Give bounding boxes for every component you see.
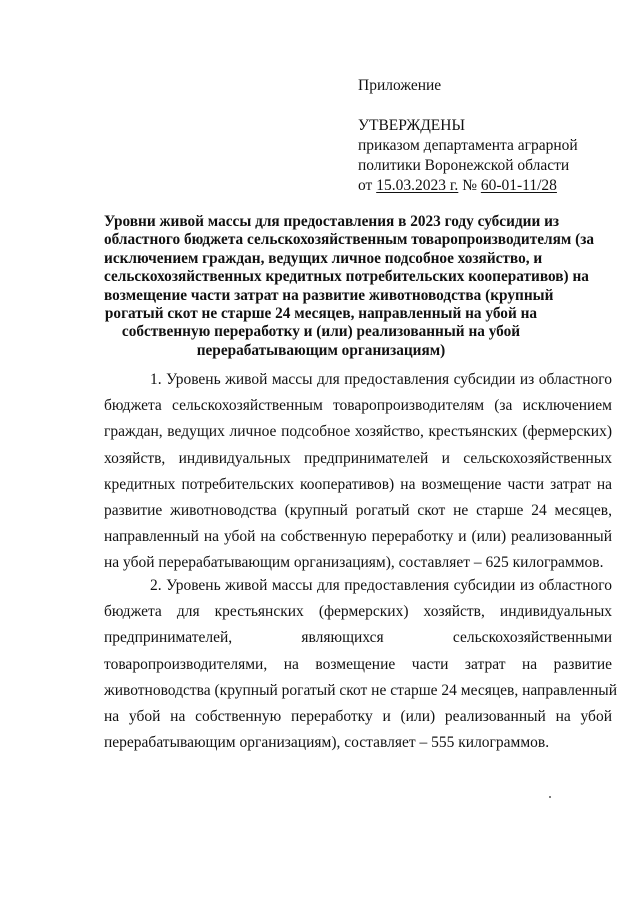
paragraph-line: товаропроизводителями, на возмещение части затрат на развитие: [104, 655, 612, 673]
approval-block: [358, 76, 618, 196]
paragraph-line: на убой перерабатывающим организациям), составляет – 625 килограммов.: [104, 554, 604, 572]
paragraph-2: [104, 573, 618, 756]
paragraph-line: бюджета для крестьянских (фермерских) хозяйств, индивидуальных: [104, 603, 612, 621]
paragraph-line: 1. Уровень живой массы для предоставления субсидии из областного: [150, 371, 612, 388]
order-date-number: [358, 176, 618, 196]
appendix-label: Приложение: [358, 77, 442, 94]
paragraph-line: направленный на убой на собственную переработку и (или) реализованный: [104, 528, 612, 546]
paragraph-line: животноводства (крупный рогатый скот не старше 24 месяцев, направленный: [104, 681, 618, 699]
paragraph-line: перерабатывающим организациям), составляет – 555 килограммов.: [104, 734, 550, 752]
paragraph-line: хозяйств, индивидуальных предпринимателей и сельскохозяйственных: [104, 449, 612, 467]
paragraph-line: 2. Уровень живой массы для предоставления субсидии из областного: [150, 577, 612, 594]
title-line: собственную переработку и (или) реализованный на убой: [121, 323, 521, 341]
scan-speck: [549, 796, 551, 798]
paragraph-line: на убой на собственную переработку и (или) реализованный на убой: [104, 708, 612, 726]
title-line: исключением граждан, ведущих личное подсобное хозяйство, и: [104, 249, 543, 267]
paragraph-line: бюджета сельскохозяйственным товаропроизводителям (за исключением: [104, 397, 612, 415]
title-line: сельскохозяйственных кредитных потребительских кооперативов) на: [104, 268, 589, 286]
paragraph-line: предпринимателей, являющихся сельскохозяйственными: [104, 629, 612, 647]
paragraph-line: кредитных потребительских кооперативов) на возмещение части затрат на: [104, 475, 612, 493]
paragraph-line: граждан, ведущих личное подсобное хозяйство, крестьянских (фермерских): [104, 423, 612, 441]
paragraph-1: [104, 367, 612, 577]
order-line-2: политики Воронежской области: [358, 157, 570, 174]
title-line: возмещение части затрат на развитие животноводства (крупный: [104, 286, 554, 304]
order-date: 15.03.2023 г.: [376, 177, 459, 194]
from-label: от: [358, 177, 373, 194]
number-sign: №: [462, 177, 477, 194]
order-number: 60-01-11/28: [480, 177, 557, 194]
approved-heading: УТВЕРЖДЕНЫ: [358, 117, 465, 134]
paragraph-line: развитие животноводства (крупный рогатый скот не старше 24 месяцев,: [104, 502, 612, 520]
order-line-1: приказом департамента аграрной: [358, 137, 578, 154]
title-line: рогатый скот не старше 24 месяцев, направленный на убой на: [104, 305, 538, 323]
document-title: [104, 213, 595, 360]
title-line: областного бюджета сельскохозяйственным товаропроизводителям (за: [104, 231, 595, 249]
title-line: Уровни живой массы для предоставления в 2023 году субсидии из: [104, 213, 560, 230]
title-line: перерабатывающим организациям): [196, 341, 446, 359]
